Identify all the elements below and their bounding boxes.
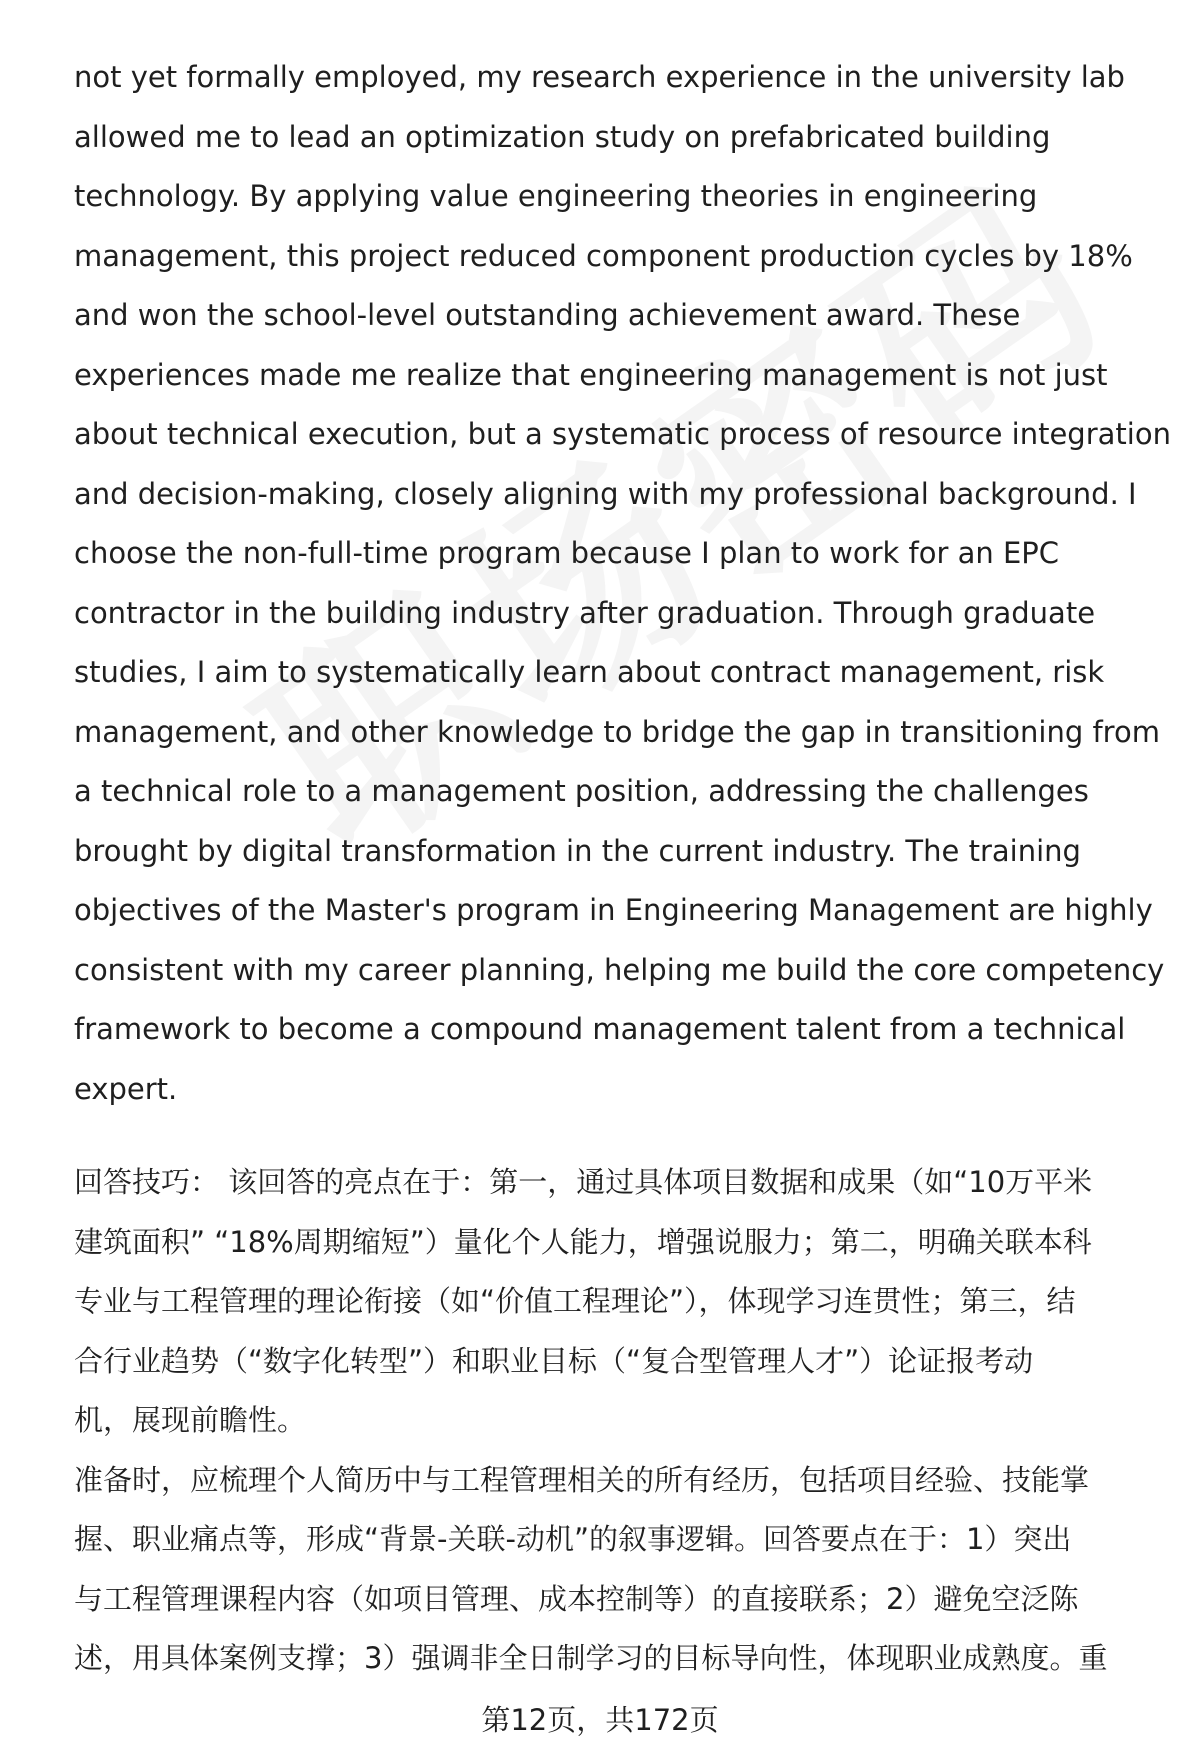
text-line: technology. By applying value engineering theories in engineering <box>74 179 1038 213</box>
text-line: consistent with my career planning, helping me build the core competency <box>74 952 1165 987</box>
text-line: framework to become a compound management talent from a technical <box>74 1012 1126 1046</box>
text-line: 回答技巧： 该回答的亮点在于：第一，通过具体项目数据和成果（如“10万平米 <box>74 1165 1093 1199</box>
text-line: expert. <box>74 1071 178 1106</box>
text-line: and decision-making, closely aligning with my professional background. I <box>74 476 1137 511</box>
answer-english-paragraph <box>74 48 1171 1119</box>
preparation-paragraph <box>74 1451 1154 1689</box>
text-line: contractor in the building industry after graduation. Through graduate <box>74 595 1096 630</box>
tips-paragraph <box>74 1153 1154 1451</box>
text-line: choose the non-full-time program because I plan to work for an EPC <box>74 536 1060 570</box>
page-number: 第12页，共172页 <box>481 1703 719 1737</box>
text-line: 合行业趋势（“数字化转型”）和职业目标（“复合型管理人才”）论证报考动 <box>74 1343 1034 1378</box>
text-line: and won the school-level outstanding achievement award. These <box>74 298 1021 332</box>
text-line: objectives of the Master's program in Engineering Management are highly <box>74 893 1153 927</box>
text-line: management, this project reduced component production cycles by 18% <box>74 238 1133 273</box>
text-line: brought by digital transformation in the current industry. The training <box>74 833 1081 868</box>
text-line: a technical role to a management position, addressing the challenges <box>74 774 1089 808</box>
text-line: about technical execution, but a systematic process of resource integration <box>74 417 1171 451</box>
text-line: experiences made me realize that engineering management is not just <box>74 357 1108 392</box>
text-line: management, and other knowledge to bridge the gap in transitioning from <box>74 714 1160 749</box>
text-line: 握、职业痛点等，形成“背景-关联-动机”的叙事逻辑。回答要点在于：1）突出 <box>74 1522 1072 1556</box>
text-line: studies, I aim to systematically learn about contract management, risk <box>74 655 1105 689</box>
answer-tips-section <box>74 1153 1154 1689</box>
text-line: not yet formally employed, my research experience in the university lab <box>74 60 1125 94</box>
text-line: 机，展现前瞻性。 <box>74 1403 307 1437</box>
text-line: 建筑面积” “18%周期缩短”）量化个人能力，增强说服力；第二，明确关联本科 <box>74 1224 1092 1259</box>
text-line: 述，用具体案例支撑；3）强调非全日制学习的目标导向性，体现职业成熟度。重 <box>74 1641 1108 1675</box>
text-line: 准备时，应梳理个人简历中与工程管理相关的所有经历，包括项目经验、技能掌 <box>74 1462 1090 1497</box>
text-line: allowed me to lead an optimization study on prefabricated building <box>74 119 1051 154</box>
text-line: 与工程管理课程内容（如项目管理、成本控制等）的直接联系；2）避免空泛陈 <box>74 1581 1079 1616</box>
text-line: 专业与工程管理的理论衔接（如“价值工程理论”），体现学习连贯性；第三，结 <box>74 1284 1076 1318</box>
